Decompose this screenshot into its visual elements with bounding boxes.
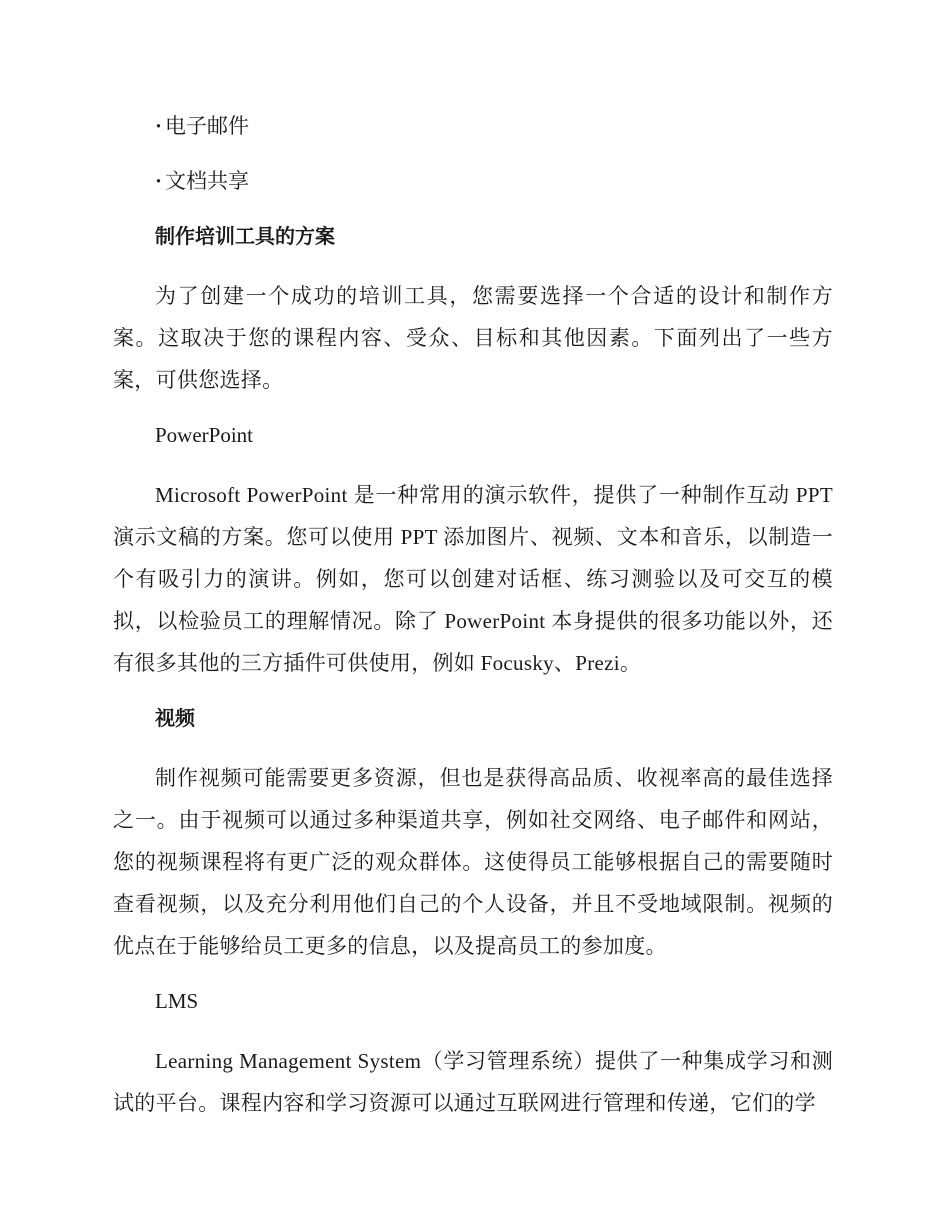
bullet-text: 电子邮件 (165, 114, 249, 138)
section-heading-lms: LMS (155, 989, 199, 1013)
bullet-marker: · (155, 169, 163, 193)
bullet-marker: · (155, 114, 163, 138)
section-heading-plan: 制作培训工具的方案 (155, 224, 335, 248)
section-body-powerpoint: Microsoft PowerPoint 是一种常用的演示软件，提供了一种制作互动 PPT 演示文稿的方案。您可以使用 PPT 添加图片、视频、文本和音乐，以制造一个有吸引力的演讲。例如，您可以创建对话框、练习测验以及可交互的模拟，以检验员工的理解情况。除了 PowerPoint 本身提供的很多功能以外，还有很多其他的三方插件可供使用，例如 Focusky、Prezi。 (113, 483, 833, 675)
bullet-text: 文档共享 (165, 169, 249, 193)
section-heading-video: 视频 (155, 706, 195, 730)
bullet-item-email (113, 110, 833, 142)
bullet-item-doc-sharing (113, 165, 833, 197)
section-body-plan: 为了创建一个成功的培训工具，您需要选择一个合适的设计和制作方案。这取决于您的课程内容、受众、目标和其他因素。下面列出了一些方案，可供您选择。 (113, 284, 833, 392)
section-body-lms: Learning Management System（学习管理系统）提供了一种集成学习和测试的平台。课程内容和学习资源可以通过互联网进行管理和传递，它们的学 (113, 1049, 833, 1115)
section-heading-powerpoint: PowerPoint (155, 423, 254, 447)
document-page (113, 110, 833, 1142)
section-body-video: 制作视频可能需要更多资源，但也是获得高品质、收视率高的最佳选择之一。由于视频可以通过多种渠道共享，例如社交网络、电子邮件和网站，您的视频课程将有更广泛的观众群体。这使得员工能够根据自己的需要随时查看视频，以及充分利用他们自己的个人设备，并且不受地域限制。视频的优点在于能够给员工更多的信息，以及提高员工的参加度。 (113, 766, 833, 958)
